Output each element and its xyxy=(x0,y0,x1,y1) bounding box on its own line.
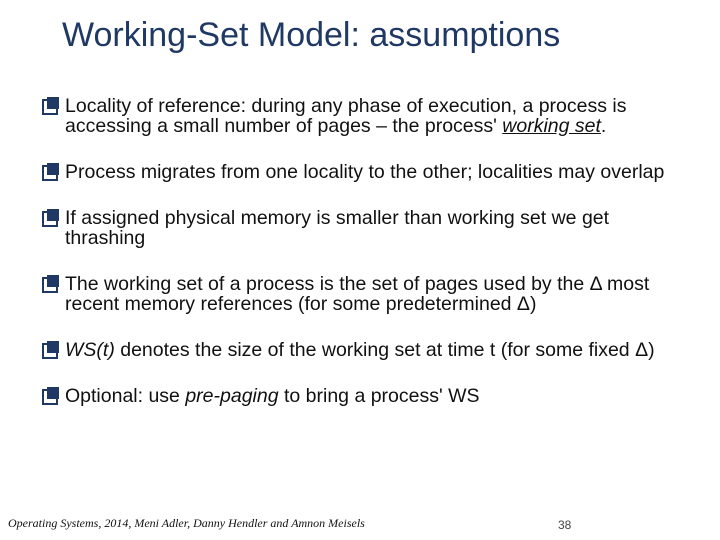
page-number: 38 xyxy=(558,518,572,532)
checkbox-bullet-icon xyxy=(42,211,58,227)
bullet-text: . xyxy=(600,115,607,137)
bullet-text: denotes the size of the working set at time t (for some fixed Δ) xyxy=(114,339,655,361)
bullet-item xyxy=(40,386,690,406)
bullet-text: Optional: use xyxy=(65,385,186,407)
bullet-text: to bring a process' WS xyxy=(278,385,480,407)
bullet-item xyxy=(40,208,690,248)
bullet-item xyxy=(40,340,690,360)
slide-title: Working-Set Model: assumptions xyxy=(62,16,561,54)
bullet-text: The working set of a process is the set of pages used by the Δ most recent memory references (for some predetermined Δ) xyxy=(65,273,650,315)
footer-credits: Operating Systems, 2014, Meni Adler, Danny Hendler and Amnon Meisels xyxy=(8,516,365,530)
checkbox-bullet-icon xyxy=(42,277,58,293)
bullet-emphasis: pre-paging xyxy=(185,385,279,407)
bullet-list xyxy=(40,96,690,432)
checkbox-bullet-icon xyxy=(42,343,58,359)
bullet-item xyxy=(40,96,690,136)
checkbox-bullet-icon xyxy=(42,389,58,405)
checkbox-bullet-icon xyxy=(42,99,58,115)
bullet-emphasis: working set xyxy=(502,115,601,137)
checkbox-bullet-icon xyxy=(42,165,58,181)
bullet-text: Process migrates from one locality to the other; localities may overlap xyxy=(65,161,665,183)
bullet-item xyxy=(40,274,690,314)
bullet-text: If assigned physical memory is smaller than working set we get thrashing xyxy=(65,207,610,249)
bullet-item xyxy=(40,162,690,182)
bullet-emphasis: WS(t) xyxy=(65,339,115,361)
bullet-text: Locality of reference: during any phase of execution, a process is accessing a small number of pages – the process' xyxy=(65,95,627,137)
